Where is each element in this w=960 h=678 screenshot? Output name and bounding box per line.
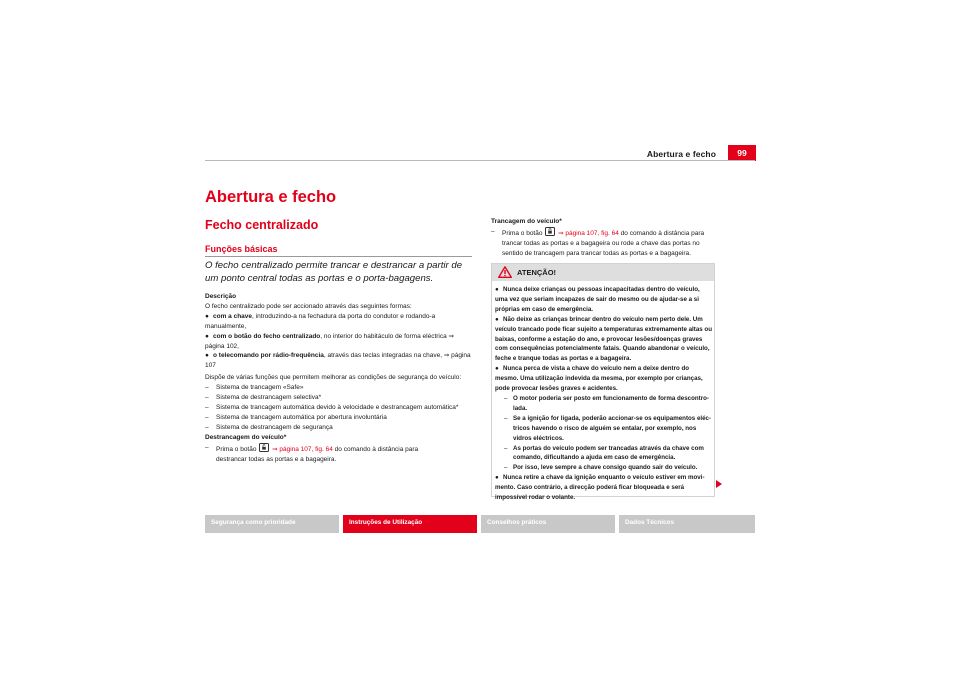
bullet-icon: ● <box>495 365 499 373</box>
paragraph: Dispõe de várias funções que permitem melhorar as condições de segurança do veículo: <box>205 374 462 382</box>
warning-item: ● Não deixe as crianças brincar dentro do veículo nem perto dele. Um veículo trancado pode ficar sujeito a temperaturas extremamente altas ou baixas, conforme a estação do ano, e provocar lesões/doenças graves com consequências potencialmente fatais. Quando abandonar o veículo, feche e tranque todas as portas e a bagageira. <box>495 315 712 363</box>
list-item: – Prima o botão ⇒ página 107, fig. 64 do comando à distância para trancar todas as portas e a bagageira ou rode a chave das portas no sentido de trancagem para trancar todas as portas e a bagageira. <box>491 227 705 257</box>
subsection-rule <box>205 256 472 257</box>
page-reference-link[interactable]: ⇒ página 107, fig. 64 <box>558 229 619 237</box>
page-reference-link[interactable]: ⇒ página 107, fig. 64 <box>272 445 333 453</box>
warning-item: ● Nunca perca de vista a chave do veículo nem a deixe dentro do mesmo. Uma utilização indevida da mesma, por exemplo por crianças, pode provocar lesões graves e acidentes. <box>495 365 703 393</box>
running-header-title: Abertura e fecho <box>646 149 716 159</box>
warning-box <box>491 263 715 502</box>
warning-item: ● Nunca retire a chave da ignição enquanto o veículo estiver em movi-mento. Caso contrário, a direcção poderá ficar bloqueada e será impossível rodar o volante. <box>495 474 705 502</box>
footer-tab-dados[interactable]: Dados Técnicos <box>619 515 755 533</box>
descricao-heading: Descrição <box>205 293 237 300</box>
section-title: Fecho centralizado <box>205 218 319 232</box>
subsection-title: Funções básicas <box>205 244 278 254</box>
warning-triangle-icon <box>498 266 512 278</box>
warning-subitem: – O motor poderia ser posto em funcionamento de forma descontro-lada. <box>504 394 709 412</box>
list-item: – Sistema de trancagem automática devido à velocidade e destrancagem automática* <box>205 403 459 411</box>
footer-tab-seguranca[interactable]: Segurança como prioridade <box>205 515 339 533</box>
list-item: – Sistema de destrancagem de segurança <box>205 423 333 431</box>
bullet-icon: ● <box>205 312 209 320</box>
list-item: – Sistema de trancagem «Safe» <box>205 384 304 392</box>
bullet-icon: ● <box>495 474 499 482</box>
warning-subitem: – Se a ignição for ligada, poderão accionar-se os equipamentos eléc-tricos havendo o risco de alguém se entalar, por exemplo, nos vidros eléctricos. <box>504 414 712 442</box>
warning-item: ● Nunca deixe crianças ou pessoas incapacitadas dentro do veículo, uma vez que seriam incapazes de sair do mesmo ou de ajudar-se a si próprias em caso de emergência. <box>495 286 700 313</box>
list-item: – Sistema de destrancagem selectiva* <box>205 394 322 402</box>
unlock-key-icon <box>259 443 269 452</box>
left-column <box>205 292 475 464</box>
bullet-icon: ● <box>495 286 499 293</box>
continue-arrow-icon <box>716 480 722 488</box>
bullet-item: ● com o botão do fecho centralizado, no interior do habitáculo de forma eléctrica ⇒ página 102, <box>205 332 454 350</box>
trancagem-heading: Trancagem do veículo* <box>491 218 562 225</box>
warning-body <box>495 285 713 503</box>
chapter-title: Abertura e fecho <box>205 188 337 206</box>
bullet-icon: ● <box>495 315 499 323</box>
list-item: – Sistema de trancagem automática por abertura involuntária <box>205 413 387 421</box>
warning-title: ATENÇÃO! <box>517 268 557 277</box>
list-item: – Prima o botão ⇒ página 107, fig. 64 do comando à distância para destrancar todas as portas e a bagageira. <box>205 443 419 463</box>
intro-text: O fecho centralizado permite trancar e destrancar a partir de um ponto central todas as portas e o porta-bagagens. <box>205 260 463 284</box>
bullet-icon: ● <box>205 332 209 340</box>
lock-key-icon <box>545 227 555 236</box>
warning-subitem: – As portas do veículo podem ser trancadas através da chave com comando, dificultando a ajuda em caso de emergência. <box>504 444 704 462</box>
bullet-icon: ● <box>205 352 209 360</box>
warning-subitem: – Por isso, leve sempre a chave consigo quando sair do veículo. <box>504 464 698 472</box>
page-number: 99 <box>728 145 756 161</box>
right-column <box>491 217 716 259</box>
bullet-item: ● o telecomando por rádio-frequência, através das teclas integradas na chave, ⇒ página 107 <box>205 352 471 370</box>
destrancagem-heading: Destrancagem do veículo* <box>205 433 287 441</box>
footer-tab-instrucoes[interactable]: Instruções de Utilização <box>343 515 477 533</box>
paragraph: O fecho centralizado pode ser accionado através das seguintes formas: <box>205 302 412 310</box>
footer-tab-conselhos[interactable]: Conselhos práticos <box>481 515 615 533</box>
warning-header <box>492 264 714 281</box>
header-rule <box>205 160 755 161</box>
bullet-item: ● com a chave, introduzindo-a na fechadura da porta do condutor e rodando-a manualmente, <box>205 312 436 330</box>
